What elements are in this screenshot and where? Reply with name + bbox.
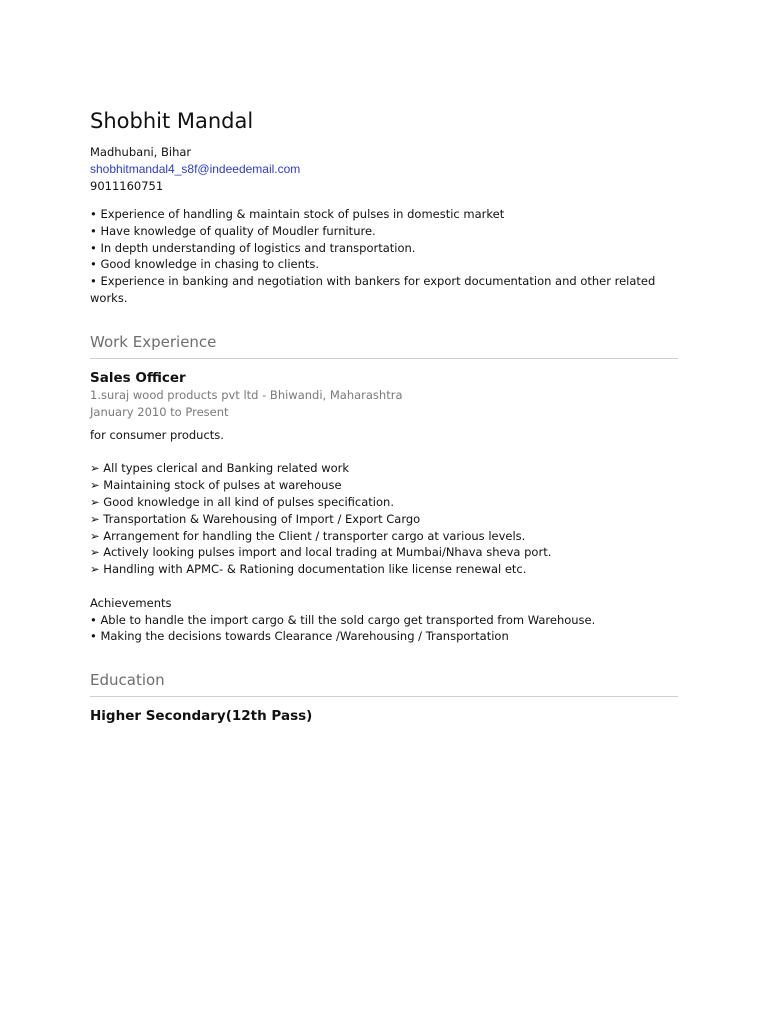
candidate-location: Madhubani, Bihar (90, 145, 192, 159)
work-experience-heading: Work Experience (90, 332, 217, 351)
job-duty: ➢ Transportation & Warehousing of Import / Export Cargo (90, 511, 421, 526)
summary-line: • In depth understanding of logistics and transportation. (90, 240, 416, 255)
summary-line: • Experience of handling & maintain stock of pulses in domestic market (90, 207, 505, 221)
education-heading: Education (90, 671, 165, 690)
achievements-heading: Achievements (90, 595, 172, 610)
job-company: 1.suraj wood products pvt ltd - Bhiwandi, Maharashtra (90, 387, 403, 402)
candidate-phone: 9011160751 (90, 179, 164, 193)
education-degree: Higher Secondary(12th Pass) (90, 708, 313, 725)
summary-line: works. (90, 290, 128, 305)
job-duty: ➢ Arrangement for handling the Client / transporter cargo at various levels. (90, 528, 526, 543)
section-divider (90, 358, 678, 359)
candidate-name: Shobhit Mandal (90, 109, 254, 133)
spacer (90, 444, 678, 461)
job-dates: January 2010 to Present (90, 404, 229, 419)
job-entry (90, 369, 678, 645)
job-duty: ➢ Good knowledge in all kind of pulses specification. (90, 494, 394, 509)
job-title: Sales Officer (90, 369, 186, 386)
job-duty: ➢ Maintaining stock of pulses at warehouse (90, 478, 342, 493)
job-duty: ➢ Handling with APMC- & Rationing documentation like license renewal etc. (90, 562, 527, 577)
job-duty: ➢ Actively looking pulses import and local trading at Mumbai/Nhava sheva port. (90, 545, 552, 560)
candidate-email-link[interactable]: shobhitmandal4_s8f@indeedemail.com (90, 162, 301, 176)
spacer (90, 578, 678, 595)
achievement-item: • Able to handle the import cargo & till the sold cargo get transported from Warehouse. (90, 612, 596, 627)
section-divider (90, 696, 678, 697)
summary-section (90, 206, 678, 307)
job-duty: ➢ All types clerical and Banking related work (90, 461, 350, 476)
summary-line: • Good knowledge in chasing to clients. (90, 257, 320, 272)
achievement-item: • Making the decisions towards Clearance /Warehousing / Transportation (90, 629, 509, 644)
summary-line: • Have knowledge of quality of Moudler furniture. (90, 223, 376, 238)
summary-line: • Experience in banking and negotiation with bankers for export documentation and other related (90, 274, 656, 289)
job-intro: for consumer products. (90, 427, 224, 442)
resume-content (90, 108, 678, 725)
